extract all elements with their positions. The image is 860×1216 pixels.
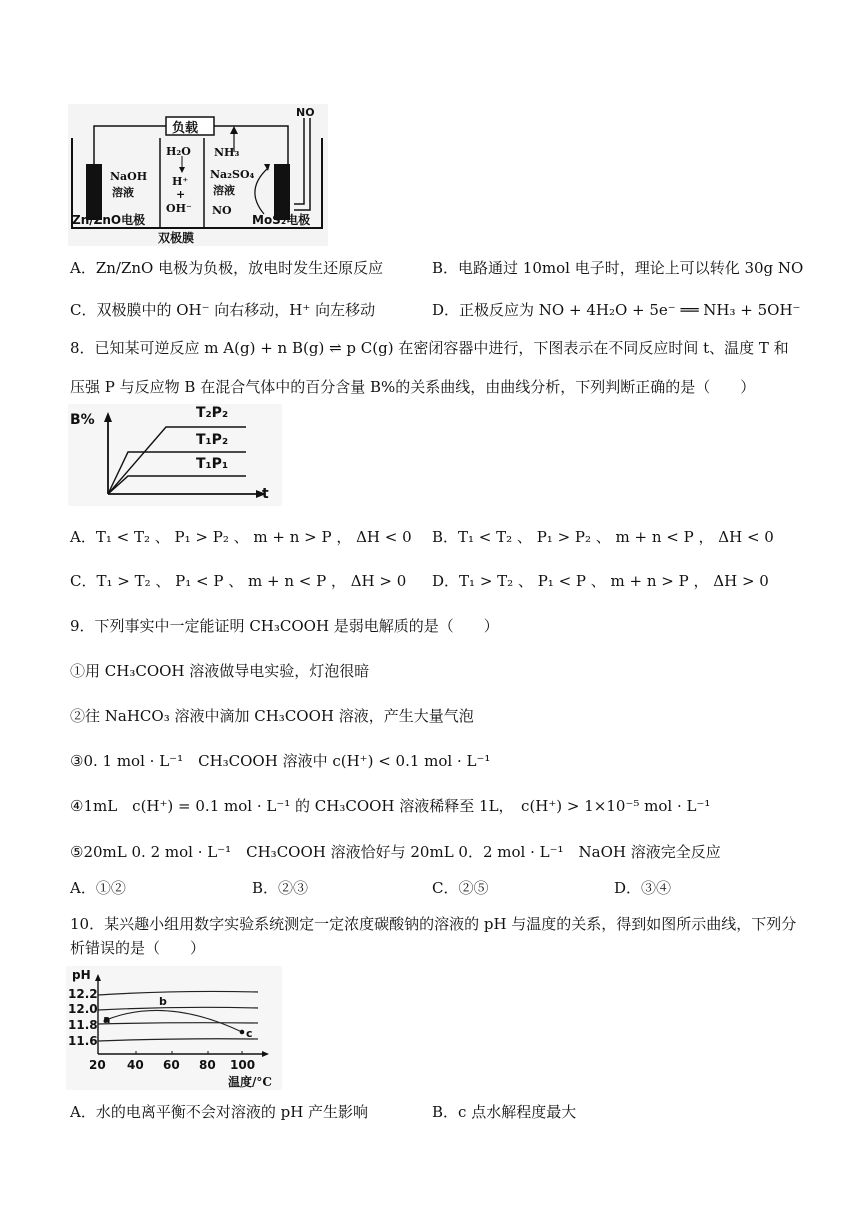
cell-membrane-oh: OH⁻ <box>166 202 192 215</box>
q10-option-b[interactable]: B．c 点水解程度最大 <box>432 1103 577 1121</box>
q10-stem-line2: 析错误的是（ ） <box>70 939 206 957</box>
q8-curve-label-t1p1: T₁P₁ <box>196 456 229 472</box>
q8-option-d[interactable]: D．T₁ > T₂ 、 P₁ < P 、 m + n > P ， ΔH > 0 <box>432 572 769 590</box>
q9-option-d[interactable]: D．③④ <box>614 879 672 897</box>
q7-option-b[interactable]: B．电路通过 10mol 电子时，理论上可以转化 30g NO <box>432 259 804 277</box>
q7-option-c[interactable]: C．双极膜中的 OH⁻ 向右移动，H⁺ 向左移动 <box>70 301 376 319</box>
cell-left-solution-1: NaOH <box>110 170 148 183</box>
q9-statement-3: ③0. 1 mol · L⁻¹ CH₃COOH 溶液中 c(H⁺) < 0.1 mol · L⁻¹ <box>70 752 491 770</box>
q10-graph-xlabel: 温度/°C <box>228 1075 272 1089</box>
cell-membrane-h: H⁺ <box>172 175 189 188</box>
q8-option-c[interactable]: C．T₁ > T₂ 、 P₁ < P 、 m + n < P ， ΔH > 0 <box>70 572 407 590</box>
q10-point-a-label: a <box>103 1013 111 1026</box>
q8-stem-line2: 压强 P 与反应物 B 在混合气体中的百分含量 B%的关系曲线，由曲线分析，下列判断正确的是（ ） <box>70 378 756 396</box>
q10-graph-ylabel: pH <box>72 968 91 982</box>
q8-option-a[interactable]: A．T₁ < T₂ 、 P₁ > P₂ 、 m + n > P ， ΔH < 0 <box>70 528 412 546</box>
q10-xtick-40: 40 <box>127 1058 144 1072</box>
q7-option-d[interactable]: D．正极反应为 NO + 4H₂O + 5e⁻ ══ NH₃ + 5OH⁻ <box>432 301 801 319</box>
q10-xtick-100: 100 <box>230 1058 256 1072</box>
q8-graph-xlabel: t <box>262 486 269 502</box>
q10-ytick-11-8: 11.8 <box>68 1018 98 1032</box>
q8-graph-ylabel: B% <box>70 412 95 428</box>
cell-right-electrode: MoS₂电极 <box>252 213 311 227</box>
q9-statement-2: ②往 NaHCO₃ 溶液中滴加 CH₃COOH 溶液，产生大量气泡 <box>70 707 474 725</box>
q9-stem: 9．下列事实中一定能证明 CH₃COOH 是弱电解质的是（ ） <box>70 617 499 635</box>
cell-right-solution: 溶液 <box>213 184 235 197</box>
q9-statement-4: ④1mL c(H⁺) = 0.1 mol · L⁻¹ 的 CH₃COOH 溶液稀释至 1L， c(H⁺) > 1×10⁻⁵ mol · L⁻¹ <box>70 797 711 815</box>
cell-right-no: NO <box>212 204 232 217</box>
q10-point-b-label: b <box>159 995 167 1008</box>
q7-option-a[interactable]: A．Zn/ZnO 电极为负极，放电时发生还原反应 <box>70 259 384 277</box>
q10-point-c-label: c <box>246 1027 253 1040</box>
q10-option-a[interactable]: A．水的电离平衡不会对溶液的 pH 产生影响 <box>70 1103 369 1121</box>
cell-left-electrode: Zn/ZnO电极 <box>72 213 146 227</box>
q10-ytick-12-2: 12.2 <box>68 987 98 1001</box>
q8-stem-line1: 8．已知某可逆反应 m A(g) + n B(g) ⇌ p C(g) 在密闭容器中进行，下图表示在不同反应时间 t、温度 T 和 <box>70 339 789 357</box>
cell-load-label: 负载 <box>172 121 199 136</box>
q10-xtick-20: 20 <box>89 1058 106 1072</box>
q8-curve-label-t2p2: T₂P₂ <box>196 405 229 421</box>
q8-option-b[interactable]: B．T₁ < T₂ 、 P₁ > P₂ 、 m + n < P ， ΔH < 0 <box>432 528 774 546</box>
q9-statement-1: ①用 CH₃COOH 溶液做导电实验，灯泡很暗 <box>70 662 370 680</box>
q8-graph <box>68 404 282 506</box>
q10-xtick-60: 60 <box>163 1058 180 1072</box>
cell-right-nh3: NH₃ <box>214 146 240 159</box>
q9-option-b[interactable]: B．②③ <box>252 879 309 897</box>
q9-statement-5: ⑤20mL 0. 2 mol · L⁻¹ CH₃COOH 溶液恰好与 20mL 0．2 mol · L⁻¹ NaOH 溶液完全反应 <box>70 843 721 861</box>
q9-option-c[interactable]: C．②⑤ <box>432 879 489 897</box>
cell-left-solution-2: 溶液 <box>112 186 134 199</box>
cell-membrane-plus: + <box>176 188 186 201</box>
cell-right-na2so4: Na₂SO₄ <box>210 168 255 181</box>
q10-xtick-80: 80 <box>199 1058 216 1072</box>
q10-stem-line1: 10．某兴趣小组用数字实验系统测定一定浓度碳酸钠的溶液的 pH 与温度的关系，得到如图所示曲线，下列分 <box>70 915 797 933</box>
q9-option-a[interactable]: A．①② <box>70 879 126 897</box>
cell-no-top-label: NO <box>296 106 315 119</box>
q8-curve-label-t1p2: T₁P₂ <box>196 432 229 448</box>
cell-membrane-h2o: H₂O <box>166 145 191 158</box>
cell-membrane-label: 双极膜 <box>158 231 195 245</box>
q10-ytick-12-0: 12.0 <box>68 1002 98 1016</box>
q10-ytick-11-6: 11.6 <box>68 1034 98 1048</box>
